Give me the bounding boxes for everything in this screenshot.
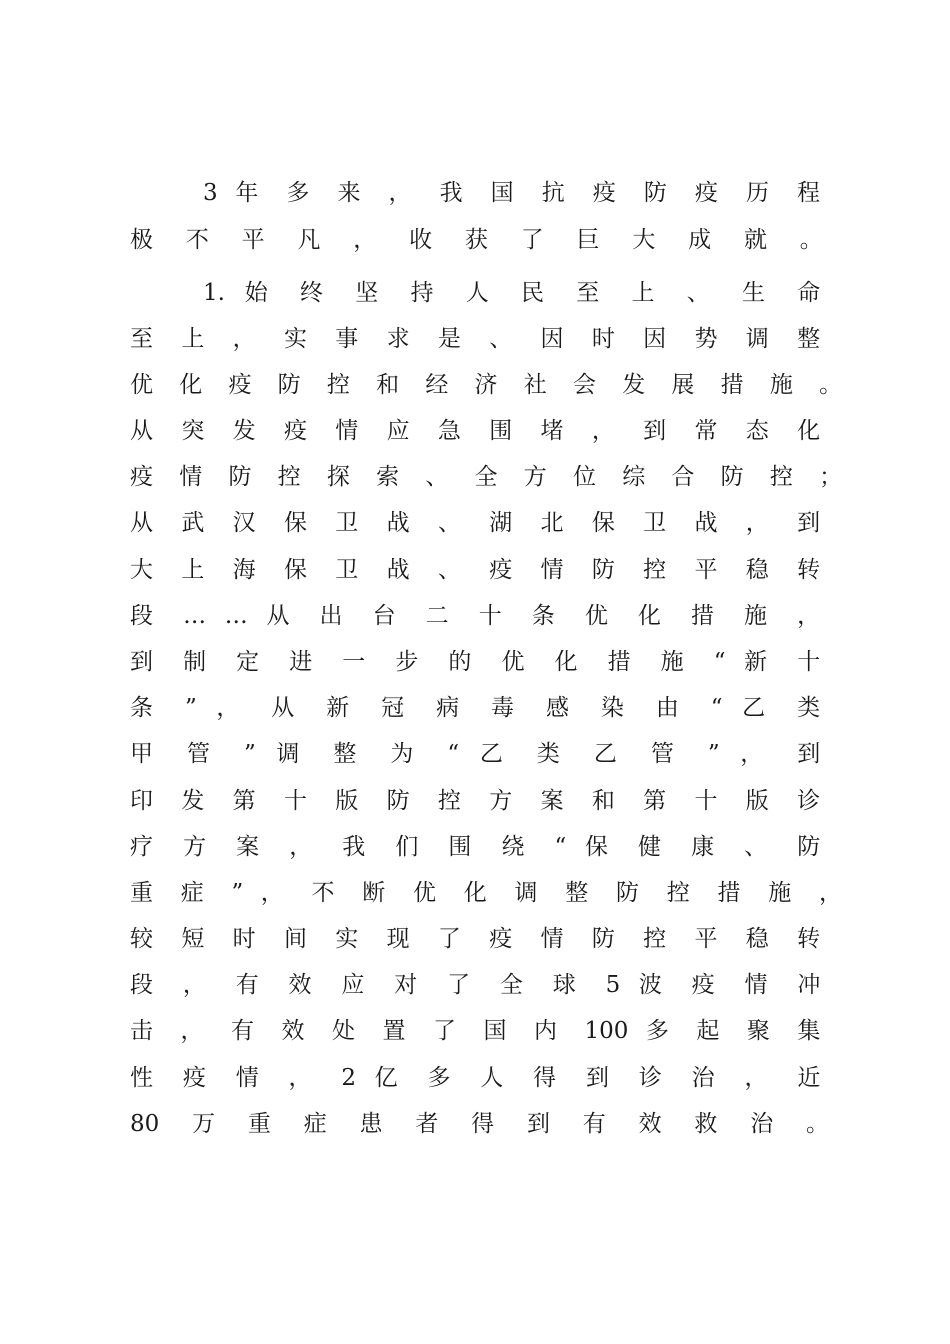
text-line: 印 发 第 十 版 防 控 方 案 和 第 十 版 诊: [130, 788, 821, 814]
text-line: 至 上 ， 实 事 求 是 、 因 时 因 势 调 整: [130, 326, 821, 352]
text-line: 80 万 重 症 患 者 得 到 有 效 救 治 。: [130, 1111, 830, 1137]
text-line: 极 不 平 凡 ， 收 获 了 巨 大 成 就 。: [130, 227, 823, 253]
text-line: 大 上 海 保 卫 战 、 疫 情 防 控 平 稳 转: [130, 557, 821, 583]
text-line: 从 突 发 疫 情 应 急 围 堵 ， 到 常 态 化: [130, 418, 821, 444]
text-line: 优 化 疫 防 控 和 经 济 社 会 发 展 措 施 。: [130, 372, 843, 398]
text-line: 击 ， 有 效 处 置 了 国 内 100 多 起 聚 集: [130, 1018, 821, 1044]
text-line: 1. 始 终 坚 持 人 民 至 上 、 生 命: [203, 280, 821, 306]
text-line: 性 疫 情 ， 2 亿 多 人 得 到 诊 治 ， 近: [130, 1065, 821, 1091]
text-line: 到 制 定 进 一 步 的 优 化 措 施 “ 新 十: [130, 649, 821, 675]
text-line: 疫 情 防 控 探 索 、 全 方 位 综 合 防 控 ；: [130, 464, 843, 490]
text-line: 较 短 时 间 实 现 了 疫 情 防 控 平 稳 转: [130, 926, 821, 952]
text-line: 段 … … 从 出 台 二 十 条 优 化 措 施 ，: [130, 603, 821, 629]
text-line: 段 ， 有 效 应 对 了 全 球 5 波 疫 情 冲: [130, 972, 821, 998]
text-line: 重 症 ” ， 不 断 优 化 调 整 防 控 措 施 ，: [130, 880, 843, 906]
text-line: 条 ” ， 从 新 冠 病 毒 感 染 由 “ 乙 类: [130, 695, 821, 721]
text-line: 3 年 多 来 ， 我 国 抗 疫 防 疫 历 程: [203, 180, 821, 206]
text-line: 疗 方 案 ， 我 们 围 绕 “ 保 健 康 、 防: [130, 834, 821, 860]
text-line: 甲 管 ” 调 整 为 “ 乙 类 乙 管 ” ， 到: [130, 741, 821, 767]
text-line: 从 武 汉 保 卫 战 、 湖 北 保 卫 战 ， 到: [130, 510, 821, 536]
